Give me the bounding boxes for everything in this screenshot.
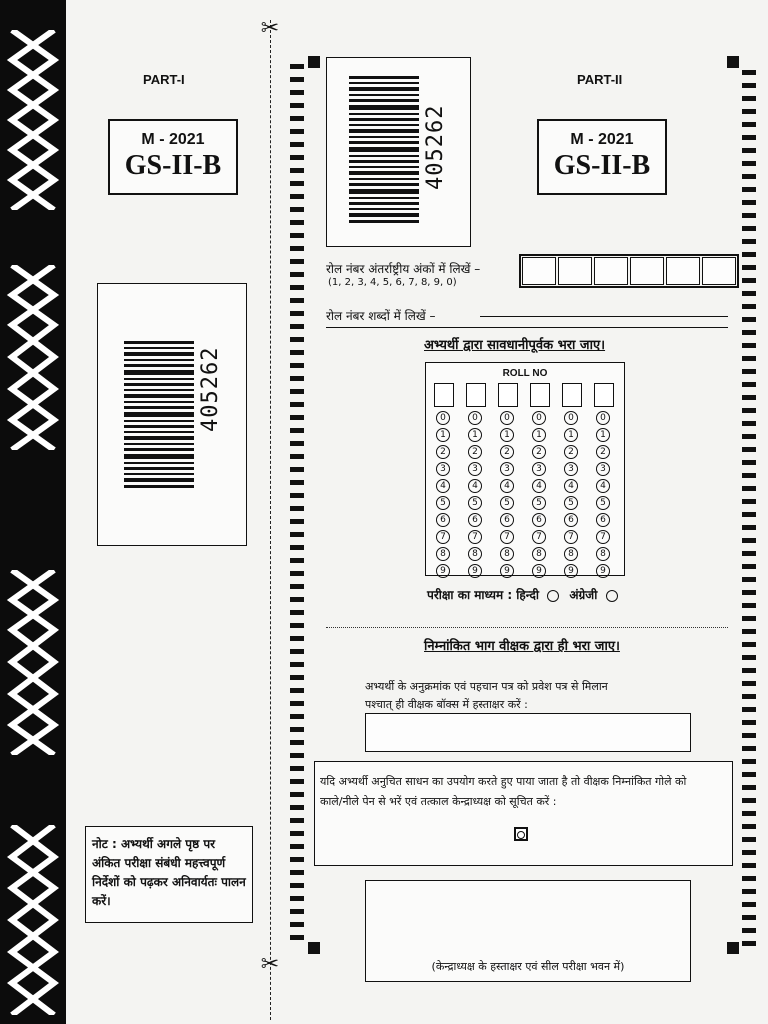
roll-no-write-box[interactable] bbox=[562, 383, 582, 407]
verify-text-line2: पश्चात् ही वीक्षक बॉक्स में हस्ताक्षर करें : bbox=[365, 698, 528, 711]
roll-digit-bubble[interactable]: 0 bbox=[532, 411, 546, 425]
roll-digit-bubble[interactable]: 1 bbox=[532, 428, 546, 442]
unfair-means-instruction bbox=[320, 772, 730, 812]
cut-line-dashed bbox=[270, 20, 271, 1020]
roll-digit-bubble[interactable]: 3 bbox=[500, 462, 514, 476]
roll-digits-hint: (1, 2, 3, 4, 5, 6, 7, 8, 9, 0) bbox=[328, 277, 457, 288]
roll-no-column bbox=[498, 383, 516, 581]
barcode-number: 405262 bbox=[423, 104, 448, 190]
registration-mark bbox=[308, 56, 320, 68]
roll-digit-bubble[interactable]: 9 bbox=[436, 564, 450, 578]
roll-digit-bubble[interactable]: 5 bbox=[436, 496, 450, 510]
roll-digit-bubble[interactable]: 7 bbox=[436, 530, 450, 544]
unfair-text-line2: काले/नीले पेन से भरें एवं तत्काल केन्द्राध्यक्ष को सूचित करें : bbox=[320, 795, 557, 808]
roll-digit-bubble[interactable]: 8 bbox=[500, 547, 514, 561]
barcode-number: 405262 bbox=[198, 346, 223, 432]
unfair-text-line1: यदि अभ्यर्थी अनुचित साधन का उपयोग करते हुए पाया जाता है तो वीक्षक निम्नांकित गोले को bbox=[320, 775, 687, 788]
roll-digit-bubble[interactable]: 0 bbox=[596, 411, 610, 425]
unfair-means-bubble[interactable] bbox=[514, 827, 528, 841]
unfair-means-box bbox=[314, 761, 733, 866]
roll-digit-bubble[interactable]: 2 bbox=[564, 445, 578, 459]
roll-no-column bbox=[466, 383, 484, 581]
registration-mark bbox=[308, 942, 320, 954]
roll-digit-bubble[interactable]: 0 bbox=[500, 411, 514, 425]
scissors-icon: ✂ bbox=[260, 16, 280, 41]
roll-no-column bbox=[562, 383, 580, 581]
roll-no-write-box[interactable] bbox=[530, 383, 550, 407]
verify-instruction bbox=[365, 678, 608, 714]
part1-barcode-box bbox=[97, 283, 247, 546]
roll-digit-bubble[interactable]: 5 bbox=[532, 496, 546, 510]
part1-label: PART-I bbox=[143, 72, 185, 87]
scissors-icon: ✂ bbox=[260, 952, 280, 977]
roll-no-write-box[interactable] bbox=[466, 383, 486, 407]
roll-digit-bubble[interactable]: 7 bbox=[596, 530, 610, 544]
roll-digit-bubble[interactable]: 9 bbox=[468, 564, 482, 578]
part2-label: PART-II bbox=[577, 72, 623, 87]
roll-digit-bubble[interactable]: 7 bbox=[532, 530, 546, 544]
roll-no-column bbox=[594, 383, 612, 581]
roll-digit-box[interactable] bbox=[702, 257, 736, 285]
english-option-label: अंग्रेजी bbox=[569, 588, 598, 602]
roll-digit-bubble[interactable]: 2 bbox=[468, 445, 482, 459]
roll-digit-bubble[interactable]: 2 bbox=[596, 445, 610, 459]
roll-digit-bubble[interactable]: 9 bbox=[596, 564, 610, 578]
roll-number-digit-boxes[interactable] bbox=[519, 254, 739, 288]
roll-no-write-box[interactable] bbox=[594, 383, 614, 407]
roll-digit-bubble[interactable]: 4 bbox=[468, 479, 482, 493]
part1-code-box bbox=[108, 119, 238, 195]
roll-no-title: ROLL NO bbox=[502, 368, 548, 379]
roll-words-label: रोल नंबर शब्दों में लिखें – bbox=[326, 309, 436, 323]
roll-digit-bubble[interactable]: 6 bbox=[436, 513, 450, 527]
medium-row bbox=[427, 586, 618, 603]
careful-fill-heading: अभ्यर्थी द्वारा सावधानीपूर्वक भरा जाए। bbox=[424, 338, 606, 353]
roll-digit-bubble[interactable]: 0 bbox=[468, 411, 482, 425]
roll-digit-bubble[interactable]: 8 bbox=[436, 547, 450, 561]
roll-digit-bubble[interactable]: 1 bbox=[468, 428, 482, 442]
roll-digit-bubble[interactable]: 0 bbox=[436, 411, 450, 425]
roll-digit-box[interactable] bbox=[630, 257, 664, 285]
roll-digit-bubble[interactable]: 1 bbox=[596, 428, 610, 442]
section-divider-dotted bbox=[326, 627, 728, 628]
roll-digit-box[interactable] bbox=[558, 257, 592, 285]
roll-digit-box[interactable] bbox=[522, 257, 556, 285]
part2-barcode-box bbox=[326, 57, 471, 247]
roll-digit-bubble[interactable]: 6 bbox=[500, 513, 514, 527]
timing-marks-right bbox=[742, 70, 756, 954]
part2-code-box bbox=[537, 119, 667, 195]
zigzag-pattern bbox=[4, 30, 62, 210]
roll-no-write-box[interactable] bbox=[434, 383, 454, 407]
roll-digit-bubble[interactable]: 2 bbox=[532, 445, 546, 459]
roll-digit-bubble[interactable]: 8 bbox=[468, 547, 482, 561]
roll-digit-bubble[interactable]: 6 bbox=[532, 513, 546, 527]
roll-digits-label: रोल नंबर अंतर्राष्ट्रीय अंकों में लिखें – bbox=[326, 262, 481, 276]
exam-paper-code: GS-II-B bbox=[124, 150, 222, 181]
roll-digit-bubble[interactable]: 4 bbox=[564, 479, 578, 493]
divider bbox=[326, 327, 728, 328]
registration-mark bbox=[727, 56, 739, 68]
roll-digit-bubble[interactable]: 9 bbox=[500, 564, 514, 578]
invigilator-signature-box[interactable] bbox=[365, 713, 691, 752]
barcode-image bbox=[349, 76, 419, 228]
roll-digit-bubble[interactable]: 4 bbox=[500, 479, 514, 493]
medium-label: परीक्षा का माध्यम : हिन्दी bbox=[427, 588, 539, 602]
roll-digit-bubble[interactable]: 5 bbox=[468, 496, 482, 510]
exam-paper-code: GS-II-B bbox=[553, 150, 651, 181]
registration-mark bbox=[727, 942, 739, 954]
roll-digit-bubble[interactable]: 3 bbox=[468, 462, 482, 476]
roll-digit-bubble[interactable]: 1 bbox=[436, 428, 450, 442]
roll-digit-bubble[interactable]: 4 bbox=[596, 479, 610, 493]
roll-digit-bubble[interactable]: 7 bbox=[564, 530, 578, 544]
roll-digit-bubble[interactable]: 3 bbox=[564, 462, 578, 476]
roll-digit-bubble[interactable]: 5 bbox=[596, 496, 610, 510]
roll-words-line[interactable] bbox=[480, 316, 728, 317]
roll-digit-box[interactable] bbox=[666, 257, 700, 285]
english-medium-bubble[interactable] bbox=[606, 590, 618, 602]
superintendent-caption: (केन्द्राध्यक्ष के हस्ताक्षर एवं सील परीक्षा भवन में) bbox=[431, 960, 625, 973]
zigzag-pattern bbox=[4, 265, 62, 450]
circle-icon bbox=[517, 831, 525, 839]
roll-no-omr-grid bbox=[425, 362, 625, 576]
roll-no-column bbox=[434, 383, 452, 581]
timing-marks-left bbox=[290, 64, 304, 948]
roll-digit-bubble[interactable]: 2 bbox=[500, 445, 514, 459]
roll-digit-bubble[interactable]: 5 bbox=[564, 496, 578, 510]
roll-digit-bubble[interactable]: 5 bbox=[500, 496, 514, 510]
roll-digit-bubble[interactable]: 6 bbox=[596, 513, 610, 527]
hindi-medium-bubble[interactable] bbox=[547, 590, 559, 602]
roll-no-write-box[interactable] bbox=[498, 383, 518, 407]
roll-digit-bubble[interactable]: 9 bbox=[564, 564, 578, 578]
roll-digit-bubble[interactable]: 7 bbox=[468, 530, 482, 544]
roll-digit-bubble[interactable]: 7 bbox=[500, 530, 514, 544]
roll-digit-bubble[interactable]: 4 bbox=[436, 479, 450, 493]
roll-digit-bubble[interactable]: 3 bbox=[532, 462, 546, 476]
roll-no-column bbox=[530, 383, 548, 581]
roll-digit-bubble[interactable]: 0 bbox=[564, 411, 578, 425]
roll-digit-bubble[interactable]: 4 bbox=[532, 479, 546, 493]
roll-digit-bubble[interactable]: 3 bbox=[596, 462, 610, 476]
roll-digit-bubble[interactable]: 2 bbox=[436, 445, 450, 459]
roll-digit-bubble[interactable]: 1 bbox=[500, 428, 514, 442]
exam-code-year: M - 2021 bbox=[570, 131, 634, 148]
verify-text-line1: अभ्यर्थी के अनुक्रमांक एवं पहचान पत्र को प्रवेश पत्र से मिलान bbox=[365, 680, 608, 693]
roll-digit-bubble[interactable]: 8 bbox=[564, 547, 578, 561]
zigzag-pattern bbox=[4, 825, 62, 1015]
invigilator-heading: निम्नांकित भाग वीक्षक द्वारा ही भरा जाए। bbox=[424, 639, 620, 654]
roll-digit-bubble[interactable]: 8 bbox=[596, 547, 610, 561]
roll-digit-bubble[interactable]: 6 bbox=[468, 513, 482, 527]
barcode-image bbox=[124, 341, 194, 491]
exam-code-year: M - 2021 bbox=[141, 131, 205, 148]
roll-digit-box[interactable] bbox=[594, 257, 628, 285]
part1-note: नोट : अभ्यर्थी अगले पृष्ठ पर अंकित परीक्षा संबंधी महत्त्वपूर्ण निर्देशों को पढ़कर अनिवार्यतः पालन करें। bbox=[85, 826, 253, 923]
roll-digit-bubble[interactable]: 8 bbox=[532, 547, 546, 561]
roll-digit-bubble[interactable]: 6 bbox=[564, 513, 578, 527]
roll-digit-bubble[interactable]: 1 bbox=[564, 428, 578, 442]
superintendent-seal-box[interactable] bbox=[365, 880, 691, 982]
roll-digit-bubble[interactable]: 9 bbox=[532, 564, 546, 578]
zigzag-pattern bbox=[4, 570, 62, 755]
roll-digit-bubble[interactable]: 3 bbox=[436, 462, 450, 476]
